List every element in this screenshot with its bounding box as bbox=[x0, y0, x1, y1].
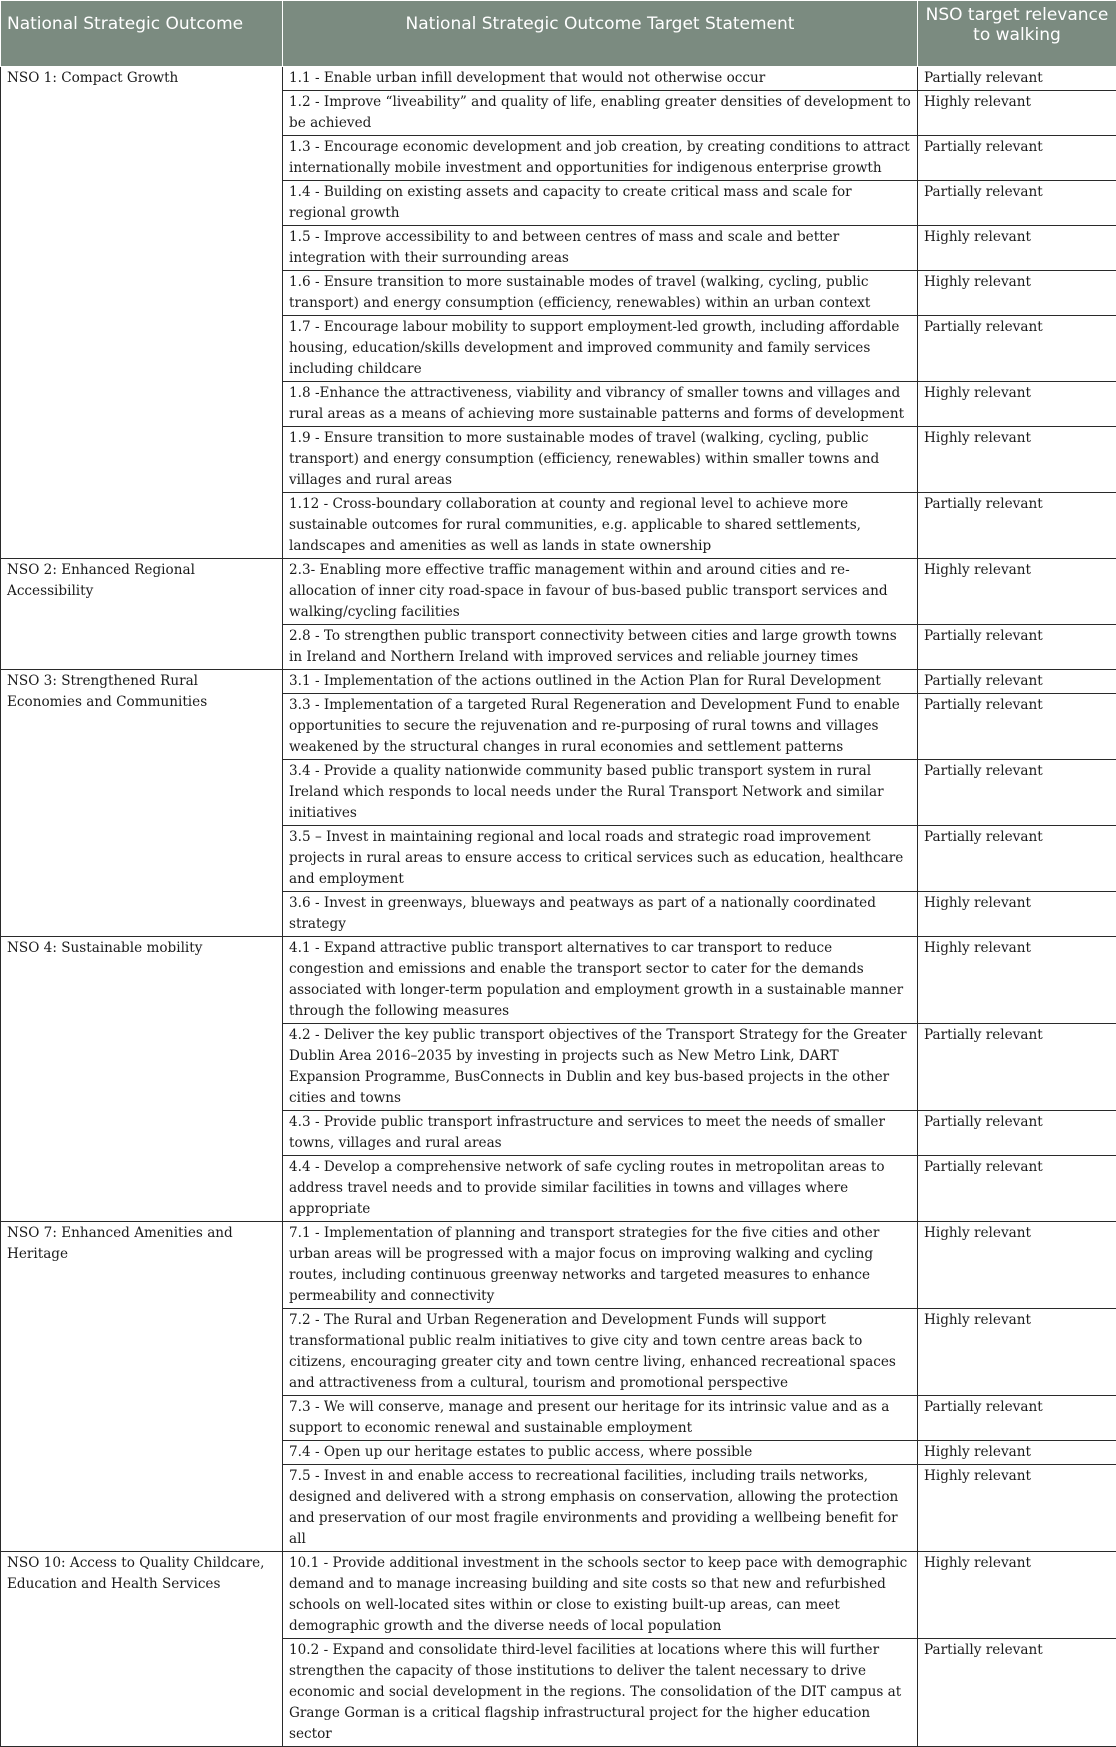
statement-cell: 1.4 - Building on existing assets and capacity to create critical mass and scale for regional growth bbox=[283, 181, 918, 226]
relevance-cell: Highly relevant bbox=[918, 226, 1116, 271]
statement-cell: 10.1 - Provide additional investment in the schools sector to keep pace with demographic demand and to manage increasing building and site costs so that new and refurbished schools on well-located sites within or close to existing built-up areas, can meet demographic growth and the diverse needs of local population bbox=[283, 1552, 918, 1639]
table-row bbox=[1, 1552, 1116, 1639]
relevance-cell: Partially relevant bbox=[918, 760, 1116, 826]
statement-cell: 3.5 – Invest in maintaining regional and local roads and strategic road improvement projects in rural areas to ensure access to critical services such as education, healthcare and employment bbox=[283, 826, 918, 892]
statement-cell: 1.2 - Improve “liveability” and quality of life, enabling greater densities of development to be achieved bbox=[283, 91, 918, 136]
header-statement: National Strategic Outcome Target Statement bbox=[283, 1, 918, 67]
outcome-cell: NSO 3: Strengthened Rural Economies and Communities bbox=[1, 670, 283, 937]
statement-cell: 1.7 - Encourage labour mobility to support employment-led growth, including affordable housing, education/skills development and improved community and family services including childcare bbox=[283, 316, 918, 382]
statement-cell: 2.8 - To strengthen public transport connectivity between cities and large growth towns in Ireland and Northern Ireland with improved services and reliable journey times bbox=[283, 625, 918, 670]
statement-cell: 7.5 - Invest in and enable access to recreational facilities, including trails networks, designed and delivered with a strong emphasis on conservation, allowing the protection and preservation of our most fragile environments and providing a wellbeing benefit for all bbox=[283, 1465, 918, 1552]
statement-cell: 1.6 - Ensure transition to more sustainable modes of travel (walking, cycling, public transport) and energy consumption (efficiency, renewables) within an urban context bbox=[283, 271, 918, 316]
outcome-cell: NSO 1: Compact Growth bbox=[1, 67, 283, 559]
table-row bbox=[1, 670, 1116, 694]
relevance-cell: Partially relevant bbox=[918, 316, 1116, 382]
statement-cell: 1.12 - Cross-boundary collaboration at county and regional level to achieve more sustainable outcomes for rural communities, e.g. applicable to shared settlements, landscapes and amenities as well as lands in state ownership bbox=[283, 493, 918, 559]
relevance-cell: Partially relevant bbox=[918, 1639, 1116, 1747]
statement-cell: 1.9 - Ensure transition to more sustainable modes of travel (walking, cycling, public transport) and energy consumption (efficiency, renewables) within smaller towns and villages and rural areas bbox=[283, 427, 918, 493]
table-row bbox=[1, 559, 1116, 625]
relevance-cell: Highly relevant bbox=[918, 271, 1116, 316]
relevance-cell: Partially relevant bbox=[918, 1156, 1116, 1222]
table-body bbox=[1, 67, 1116, 1747]
statement-cell: 4.1 - Expand attractive public transport alternatives to car transport to reduce congestion and emissions and enable the transport sector to cater for the demands associated with longer-term population and employment growth in a sustainable manner through the following measures bbox=[283, 937, 918, 1024]
relevance-cell: Highly relevant bbox=[918, 427, 1116, 493]
table-row bbox=[1, 937, 1116, 1024]
relevance-cell: Partially relevant bbox=[918, 1111, 1116, 1156]
relevance-cell: Highly relevant bbox=[918, 1552, 1116, 1639]
statement-cell: 10.2 - Expand and consolidate third-level facilities at locations where this will further strengthen the capacity of those institutions to deliver the talent necessary to drive economic and social development in the regions. The consolidation of the DIT campus at Grange Gorman is a critical flagship infrastructural project for the higher education sector bbox=[283, 1639, 918, 1747]
statement-cell: 4.2 - Deliver the key public transport objectives of the Transport Strategy for the Greater Dublin Area 2016–2035 by investing in projects such as New Metro Link, DART Expansion Programme, BusConnects in Dublin and key bus-based projects in the other cities and towns bbox=[283, 1024, 918, 1111]
header-outcome: National Strategic Outcome bbox=[1, 1, 283, 67]
statement-cell: 7.3 - We will conserve, manage and present our heritage for its intrinsic value and as a support to economic renewal and sustainable employment bbox=[283, 1396, 918, 1441]
statement-cell: 4.4 - Develop a comprehensive network of safe cycling routes in metropolitan areas to address travel needs and to provide similar facilities in towns and villages where appropriate bbox=[283, 1156, 918, 1222]
statement-cell: 1.3 - Encourage economic development and job creation, by creating conditions to attract internationally mobile investment and opportunities for indigenous enterprise growth bbox=[283, 136, 918, 181]
statement-cell: 7.2 - The Rural and Urban Regeneration and Development Funds will support transformational public realm initiatives to give city and town centre areas back to citizens, encouraging greater city and town centre living, enhanced recreational spaces and attractiveness from a cultural, tourism and promotional perspective bbox=[283, 1309, 918, 1396]
relevance-cell: Partially relevant bbox=[918, 1024, 1116, 1111]
statement-cell: 3.1 - Implementation of the actions outlined in the Action Plan for Rural Development bbox=[283, 670, 918, 694]
statement-cell: 3.3 - Implementation of a targeted Rural Regeneration and Development Fund to enable opportunities to secure the rejuvenation and re-purposing of rural towns and villages weakened by the structural changes in rural economies and settlement patterns bbox=[283, 694, 918, 760]
relevance-cell: Partially relevant bbox=[918, 1396, 1116, 1441]
relevance-cell: Highly relevant bbox=[918, 91, 1116, 136]
relevance-cell: Highly relevant bbox=[918, 892, 1116, 937]
relevance-cell: Partially relevant bbox=[918, 694, 1116, 760]
statement-cell: 3.4 - Provide a quality nationwide community based public transport system in rural Ireland which responds to local needs under the Rural Transport Network and similar initiatives bbox=[283, 760, 918, 826]
relevance-cell: Partially relevant bbox=[918, 493, 1116, 559]
relevance-cell: Partially relevant bbox=[918, 625, 1116, 670]
outcome-cell: NSO 2: Enhanced Regional Accessibility bbox=[1, 559, 283, 670]
statement-cell: 7.1 - Implementation of planning and transport strategies for the five cities and other urban areas will be progressed with a major focus on improving walking and cycling routes, including continuous greenway networks and targeted measures to enhance permeability and connectivity bbox=[283, 1222, 918, 1309]
relevance-cell: Highly relevant bbox=[918, 937, 1116, 1024]
relevance-cell: Highly relevant bbox=[918, 1465, 1116, 1552]
relevance-cell: Highly relevant bbox=[918, 1309, 1116, 1396]
table-row bbox=[1, 67, 1116, 91]
relevance-cell: Partially relevant bbox=[918, 181, 1116, 226]
relevance-cell: Highly relevant bbox=[918, 382, 1116, 427]
statement-cell: 4.3 - Provide public transport infrastructure and services to meet the needs of smaller towns, villages and rural areas bbox=[283, 1111, 918, 1156]
table-row bbox=[1, 1222, 1116, 1309]
statement-cell: 1.8 -Enhance the attractiveness, viability and vibrancy of smaller towns and villages and rural areas as a means of achieving more sustainable patterns and forms of development bbox=[283, 382, 918, 427]
relevance-cell: Partially relevant bbox=[918, 670, 1116, 694]
outcome-cell: NSO 7: Enhanced Amenities and Heritage bbox=[1, 1222, 283, 1552]
relevance-cell: Partially relevant bbox=[918, 136, 1116, 181]
header-row bbox=[1, 1, 1116, 67]
statement-cell: 1.1 - Enable urban infill development that would not otherwise occur bbox=[283, 67, 918, 91]
relevance-cell: Highly relevant bbox=[918, 1441, 1116, 1465]
relevance-cell: Partially relevant bbox=[918, 826, 1116, 892]
header-relevance: NSO target relevance to walking bbox=[918, 1, 1116, 67]
relevance-cell: Partially relevant bbox=[918, 67, 1116, 91]
statement-cell: 3.6 - Invest in greenways, blueways and peatways as part of a nationally coordinated strategy bbox=[283, 892, 918, 937]
statement-cell: 2.3- Enabling more effective traffic management within and around cities and re-allocation of inner city road-space in favour of bus-based public transport services and walking/cycling facilities bbox=[283, 559, 918, 625]
statement-cell: 7.4 - Open up our heritage estates to public access, where possible bbox=[283, 1441, 918, 1465]
relevance-cell: Highly relevant bbox=[918, 559, 1116, 625]
outcome-cell: NSO 10: Access to Quality Childcare, Education and Health Services bbox=[1, 1552, 283, 1747]
outcome-cell: NSO 4: Sustainable mobility bbox=[1, 937, 283, 1222]
relevance-cell: Highly relevant bbox=[918, 1222, 1116, 1309]
statement-cell: 1.5 - Improve accessibility to and between centres of mass and scale and better integration with their surrounding areas bbox=[283, 226, 918, 271]
